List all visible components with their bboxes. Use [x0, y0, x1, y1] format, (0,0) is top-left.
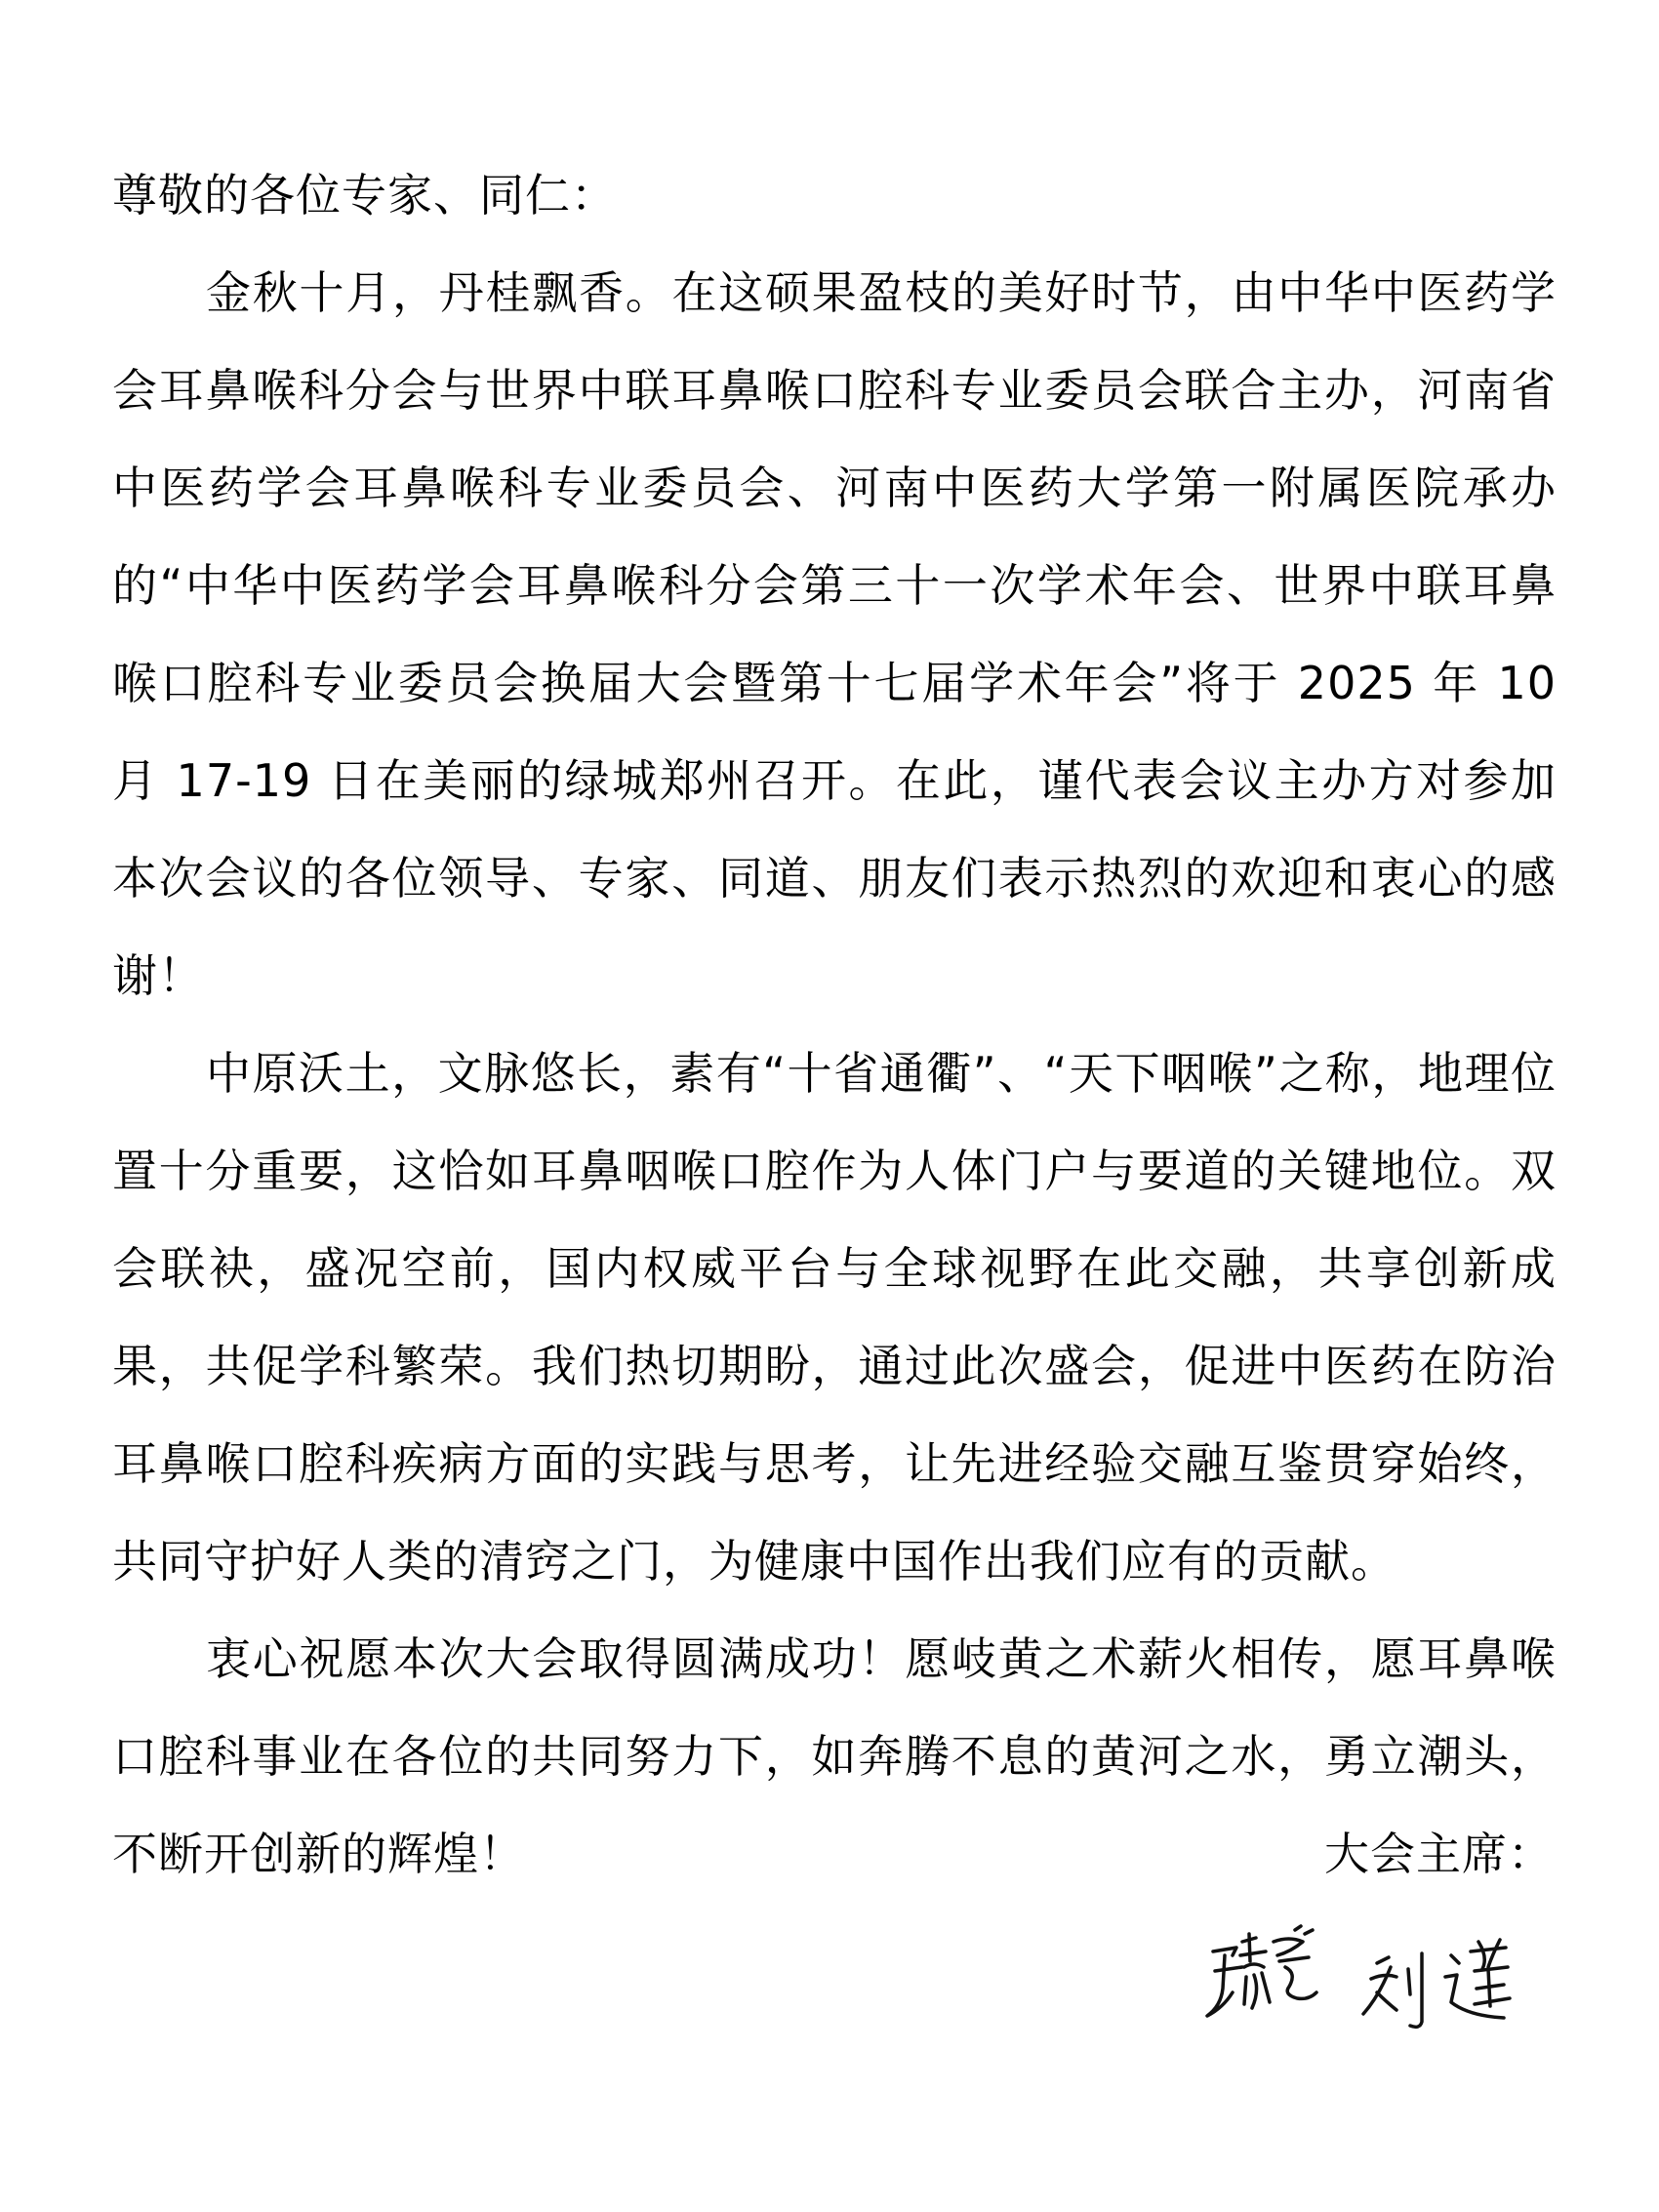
signature-1: [1207, 1926, 1316, 2016]
paragraph-wishes: 衷心祝愿本次大会取得圆满成功！愿岐黄之术薪火相传，愿耳鼻喉口腔科事业在各位的共同努力下，如奔腾不息的黄河之水，勇立潮头，不断开创新的辉煌！: [112, 1632, 1557, 1880]
handwritten-signatures: [1195, 1912, 1566, 2059]
paragraph-welcome: 金秋十月，丹桂飘香。在这硕果盈枝的美好时节，由中华中医药学会耳鼻喉科分会与世界中联耳鼻喉口腔科专业委员会联合主办，河南省中医药学会耳鼻喉科专业委员会、河南中医药大学第一附属医院承办的“中华中医药学会耳鼻喉科分会第三十一次学术年会、世界中联耳鼻喉口腔科专业委员会换届大会暨第十七届学术年会”将于 2025 年 10 月 17-19 日在美丽的绿城郑州召开。在此，谨代表会议主办方对参加本次会议的各位领导、专家、同道、朋友们表示热烈的欢迎和衷心的感谢！: [112, 266, 1557, 1002]
paragraph-zhongyuan: 中原沃土，文脉悠长，素有“十省通衢”、“天下咽喉”之称，地理位置十分重要，这恰如耳鼻咽喉口腔作为人体门户与要道的关键地位。双会联袂，盛况空前，国内权威平台与全球视野在此交融，共享创新成果，共促学科繁荣。我们热切期盼，通过此次盛会，促进中医药在防治耳鼻喉口腔科疾病方面的实践与思考，让先进经验交融互鉴贯穿始终，共同守护好人类的清窍之门，为健康中国作出我们应有的贡献。: [112, 1047, 1557, 1588]
signature-2: [1363, 1940, 1510, 2027]
letter-body: [112, 146, 1557, 1903]
salutation: 尊敬的各位专家、同仁：: [112, 169, 617, 221]
closing-label: 大会主席：: [1324, 1828, 1554, 1880]
